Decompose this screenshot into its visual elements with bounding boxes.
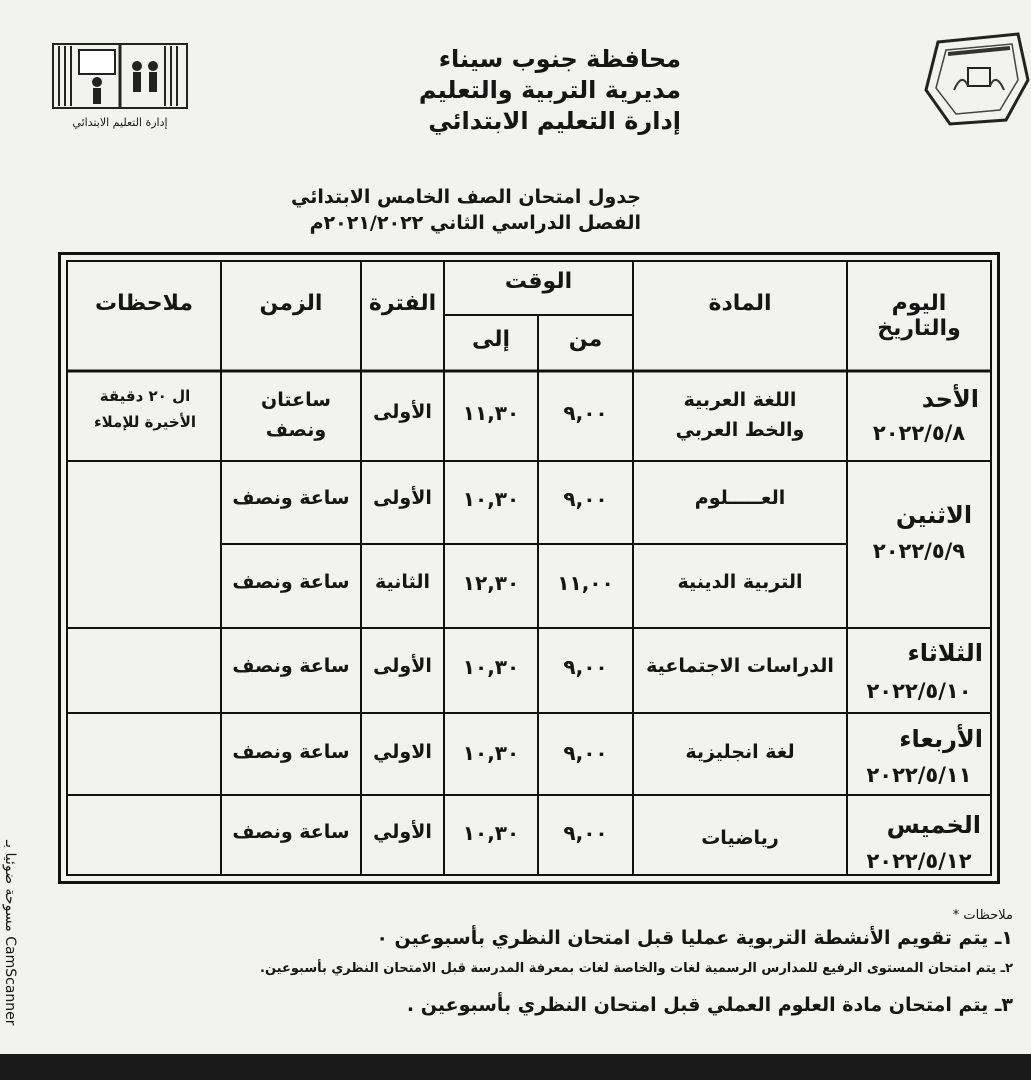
day-cell <box>847 725 991 787</box>
time-to-cell: ١٠,٣٠ <box>462 821 520 845</box>
book-teacher-icon <box>45 36 195 116</box>
time-from-cell: ١١,٠٠ <box>557 571 614 595</box>
subject-cell: لغة انجليزية <box>685 741 795 763</box>
duration-cell: ساعة ونصف <box>232 487 350 509</box>
time-to-cell: ١٠,٣٠ <box>462 655 520 679</box>
duration-cell: ساعتان ونصف <box>261 389 331 441</box>
time-to-cell: ١١,٣٠ <box>462 401 520 425</box>
title-line-2: الفصل الدراسي الثاني ٢٠٢١/٢٠٢٢م <box>309 212 641 234</box>
department-name: إدارة التعليم الابتدائي <box>428 107 681 135</box>
subject-cell: العـــــلوم <box>694 487 786 509</box>
subject-cell: الدراسات الاجتماعية <box>646 655 834 677</box>
note-item: ٣ـ يتم امتحان مادة العلوم العملي قبل امتحان النظري بأسبوعين . <box>406 994 1013 1016</box>
primary-education-logo <box>45 36 195 136</box>
header-to: إلى <box>471 327 511 352</box>
bottom-dark-band <box>0 1054 1031 1080</box>
period-cell: الأولي <box>373 821 432 843</box>
time-from-cell: ٩,٠٠ <box>563 821 608 845</box>
document-title <box>291 184 641 236</box>
header-notes: ملاحظات <box>95 291 193 316</box>
notes-heading: ملاحظات * <box>952 908 1013 923</box>
camscanner-watermark <box>0 840 20 1060</box>
notes-section <box>13 908 1013 1016</box>
exam-schedule-table <box>58 252 1000 884</box>
duration-cell: ساعة ونصف <box>232 741 350 763</box>
day-date: ٢٠٢٢/٥/٨ <box>872 421 966 445</box>
day-date: ٢٠٢٢/٥/١٢ <box>866 849 972 873</box>
day-date: ٢٠٢٢/٥/١٠ <box>866 679 972 703</box>
note-item: ١ـ يتم تقويم الأنشطة التربوية عمليا قبل امتحان النظري بأسبوعين ٠ <box>376 927 1013 949</box>
day-name: الأحد <box>921 385 979 413</box>
header-duration: الزمن <box>259 291 323 316</box>
time-from-cell: ٩,٠٠ <box>563 487 608 511</box>
seal-icon <box>918 20 1031 130</box>
note-item: ٢ـ يتم امتحان المستوى الرفيع للمدارس الرسمية لغات والخاصة لغات بمعرفة المدرسة قبل الامتحان النظري بأسبوعين. <box>260 961 1013 976</box>
duration-cell: ساعة ونصف <box>232 821 350 843</box>
day-name: الخميس <box>886 811 981 839</box>
governorate-name: محافظة جنوب سيناء <box>438 45 681 73</box>
day-cell <box>847 385 991 445</box>
header-day-date: اليوم والتاريخ <box>877 291 961 341</box>
education-directorate-seal <box>918 20 1031 130</box>
day-date: ٢٠٢٢/٥/١١ <box>866 763 972 787</box>
period-cell: الأولى <box>373 401 432 423</box>
period-cell: الثانية <box>375 571 430 593</box>
period-cell: الأولى <box>373 487 432 509</box>
day-name: الاثنين <box>895 501 973 529</box>
header-subject: المادة <box>708 291 772 316</box>
subject-cell: رياضيات <box>701 827 779 849</box>
header-from: من <box>568 327 603 352</box>
period-cell: الأولى <box>373 655 432 677</box>
header-block <box>419 44 681 137</box>
day-name: الثلاثاء <box>907 639 983 667</box>
time-from-cell: ٩,٠٠ <box>563 655 608 679</box>
time-to-cell: ١٢,٣٠ <box>462 571 520 595</box>
watermark-text: CamScanner مسوحة ضوئيا بـ <box>2 840 18 1026</box>
time-to-cell: ١٠,٣٠ <box>462 741 520 765</box>
subject-cell: التربية الدينية <box>677 571 803 593</box>
header-period: الفترة <box>368 291 437 316</box>
time-to-cell: ١٠,٣٠ <box>462 487 520 511</box>
day-cell <box>847 811 991 873</box>
day-cell <box>847 501 991 563</box>
directorate-name: مديرية التربية والتعليم <box>418 76 681 104</box>
logo-caption: إدارة التعليم الابتدائي <box>72 116 168 129</box>
header-time: الوقت <box>504 269 573 294</box>
duration-cell: ساعة ونصف <box>232 571 350 593</box>
day-name: الأربعاء <box>899 725 983 753</box>
title-line-1: جدول امتحان الصف الخامس الابتدائي <box>291 186 641 208</box>
time-from-cell: ٩,٠٠ <box>563 741 608 765</box>
day-date: ٢٠٢٢/٥/٩ <box>872 539 966 563</box>
time-from-cell: ٩,٠٠ <box>563 401 608 425</box>
period-cell: الاولي <box>373 741 432 763</box>
subject-cell: اللغة العربية والخط العربي <box>675 389 805 441</box>
note-cell: ال ٢٠ دقيقة الأخيرة للإملاء <box>93 387 197 431</box>
duration-cell: ساعة ونصف <box>232 655 350 677</box>
day-cell <box>847 639 991 703</box>
